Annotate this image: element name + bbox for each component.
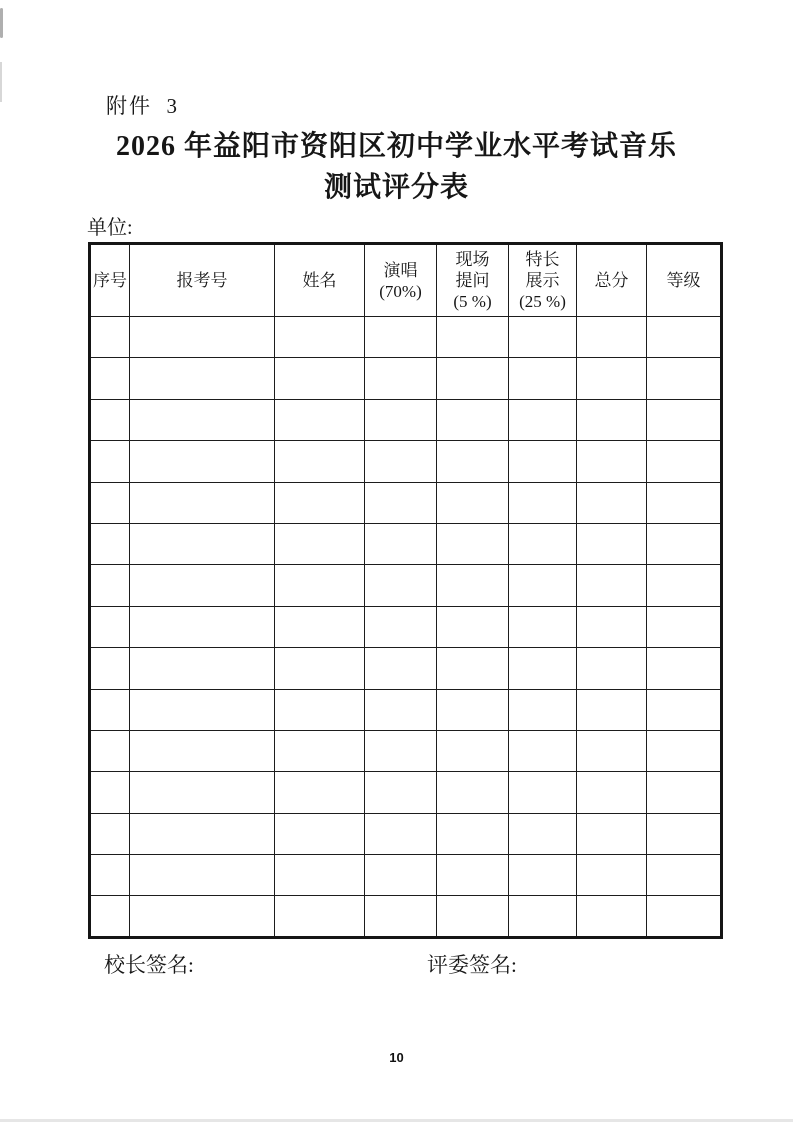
cell-singing [365,523,437,564]
principal-signature-label: 校长签名: [104,953,194,977]
cell-total-score [577,482,647,523]
cell-registration-number [130,441,275,482]
cell-name [275,730,365,771]
table-row [90,441,722,482]
cell-total-score [577,813,647,854]
cell-talent-show [509,648,577,689]
document-title-line2: 测试评分表 [323,172,469,203]
cell-serial-number [90,399,130,440]
cell-onsite-question [437,772,509,813]
cell-serial-number [90,523,130,564]
cell-serial-number [90,689,130,730]
table-row [90,730,722,771]
cell-registration-number [130,358,275,399]
cell-talent-show [509,523,577,564]
cell-talent-show [509,772,577,813]
cell-total-score [577,855,647,896]
cell-singing [365,855,437,896]
cell-registration-number [130,730,275,771]
cell-registration-number [130,648,275,689]
table-row [90,813,722,854]
cell-grade [647,606,722,647]
table-row [90,606,722,647]
table-row [90,896,722,937]
cell-total-score [577,730,647,771]
cell-total-score [577,606,647,647]
col-header-line: 现场 [455,250,490,269]
cell-name [275,813,365,854]
cell-name [275,358,365,399]
cell-grade [647,813,722,854]
cell-singing [365,317,437,358]
cell-singing [365,606,437,647]
cell-talent-show [509,730,577,771]
cell-name [275,523,365,564]
cell-talent-show [509,317,577,358]
cell-serial-number [90,730,130,771]
cell-talent-show [509,689,577,730]
cell-serial-number [90,896,130,937]
cell-onsite-question [437,565,509,606]
cell-singing [365,565,437,606]
cell-registration-number [130,606,275,647]
col-header-line: 报考号 [176,271,228,290]
col-header-total-score [577,244,647,317]
cell-registration-number [130,523,275,564]
cell-total-score [577,523,647,564]
cell-grade [647,399,722,440]
cell-total-score [577,689,647,730]
cell-name [275,565,365,606]
cell-talent-show [509,441,577,482]
col-header-line: (70%) [379,281,422,301]
cell-total-score [577,648,647,689]
col-header-line: 展示 [525,271,560,290]
cell-total-score [577,399,647,440]
cell-singing [365,441,437,482]
cell-name [275,648,365,689]
col-header-name [275,244,365,317]
cell-serial-number [90,441,130,482]
col-header-line: 序号 [93,271,127,290]
col-header-line: 姓名 [302,271,337,290]
cell-registration-number [130,689,275,730]
cell-serial-number [90,482,130,523]
col-header-onsite-question [437,244,509,317]
cell-registration-number [130,482,275,523]
cell-registration-number [130,896,275,937]
col-header-line: (25 %) [519,292,566,311]
cell-onsite-question [437,606,509,647]
cell-registration-number [130,317,275,358]
document-title [0,126,793,208]
cell-total-score [577,441,647,482]
page-number: 10 [389,1050,404,1065]
cell-onsite-question [437,896,509,937]
unit-label: 单位: [87,217,133,239]
judge-signature-label: 评委签名: [427,953,517,977]
col-header-line: 演唱 [383,260,418,280]
cell-onsite-question [437,441,509,482]
cell-serial-number [90,648,130,689]
cell-talent-show [509,565,577,606]
cell-name [275,772,365,813]
col-header-line: 提问 [455,271,490,290]
cell-serial-number [90,565,130,606]
table-row [90,523,722,564]
cell-serial-number [90,772,130,813]
cell-singing [365,648,437,689]
cell-name [275,317,365,358]
col-header-line: (5 %) [453,292,492,311]
cell-singing [365,689,437,730]
cell-name [275,855,365,896]
col-header-line: 等级 [666,271,701,290]
cell-onsite-question [437,648,509,689]
cell-talent-show [509,399,577,440]
cell-name [275,482,365,523]
col-header-singing [365,244,437,317]
cell-grade [647,855,722,896]
attachment-label: 附件 3 [106,94,179,118]
cell-registration-number [130,855,275,896]
cell-registration-number [130,772,275,813]
cell-total-score [577,772,647,813]
header-row [90,244,722,317]
cell-serial-number [90,855,130,896]
cell-serial-number [90,317,130,358]
cell-serial-number [90,606,130,647]
cell-grade [647,896,722,937]
score-table-header [90,244,722,317]
scan-artifact [0,8,3,38]
cell-singing [365,482,437,523]
cell-singing [365,358,437,399]
score-table-body [90,317,722,938]
cell-total-score [577,896,647,937]
table-row [90,689,722,730]
table-row [90,855,722,896]
cell-grade [647,648,722,689]
cell-onsite-question [437,730,509,771]
cell-grade [647,441,722,482]
cell-onsite-question [437,813,509,854]
table-row [90,399,722,440]
col-header-registration-number [130,244,275,317]
cell-serial-number [90,358,130,399]
cell-grade [647,730,722,771]
cell-grade [647,482,722,523]
table-row [90,482,722,523]
cell-total-score [577,358,647,399]
cell-name [275,896,365,937]
document-title-line1: 2026 年益阳市资阳区初中学业水平考试音乐 [115,131,677,162]
cell-onsite-question [437,689,509,730]
cell-grade [647,317,722,358]
cell-talent-show [509,855,577,896]
col-header-talent-show [509,244,577,317]
cell-registration-number [130,813,275,854]
table-row [90,317,722,358]
cell-name [275,689,365,730]
table-row [90,358,722,399]
cell-onsite-question [437,855,509,896]
table-row [90,648,722,689]
cell-grade [647,358,722,399]
col-header-grade [647,244,722,317]
cell-name [275,399,365,440]
cell-singing [365,772,437,813]
cell-registration-number [130,565,275,606]
cell-registration-number [130,399,275,440]
cell-total-score [577,317,647,358]
cell-serial-number [90,813,130,854]
col-header-line: 总分 [594,271,629,290]
cell-grade [647,565,722,606]
cell-grade [647,689,722,730]
cell-talent-show [509,813,577,854]
cell-onsite-question [437,482,509,523]
cell-onsite-question [437,523,509,564]
cell-name [275,441,365,482]
table-row [90,565,722,606]
cell-talent-show [509,482,577,523]
cell-total-score [577,565,647,606]
score-table [88,242,723,939]
table-row [90,772,722,813]
cell-grade [647,523,722,564]
scan-artifact [0,62,2,102]
cell-singing [365,730,437,771]
cell-onsite-question [437,358,509,399]
cell-name [275,606,365,647]
cell-singing [365,813,437,854]
cell-talent-show [509,358,577,399]
cell-onsite-question [437,399,509,440]
col-header-serial-number [90,244,130,317]
cell-onsite-question [437,317,509,358]
col-header-line: 特长 [525,250,560,269]
cell-singing [365,896,437,937]
cell-singing [365,399,437,440]
cell-talent-show [509,606,577,647]
cell-talent-show [509,896,577,937]
cell-grade [647,772,722,813]
